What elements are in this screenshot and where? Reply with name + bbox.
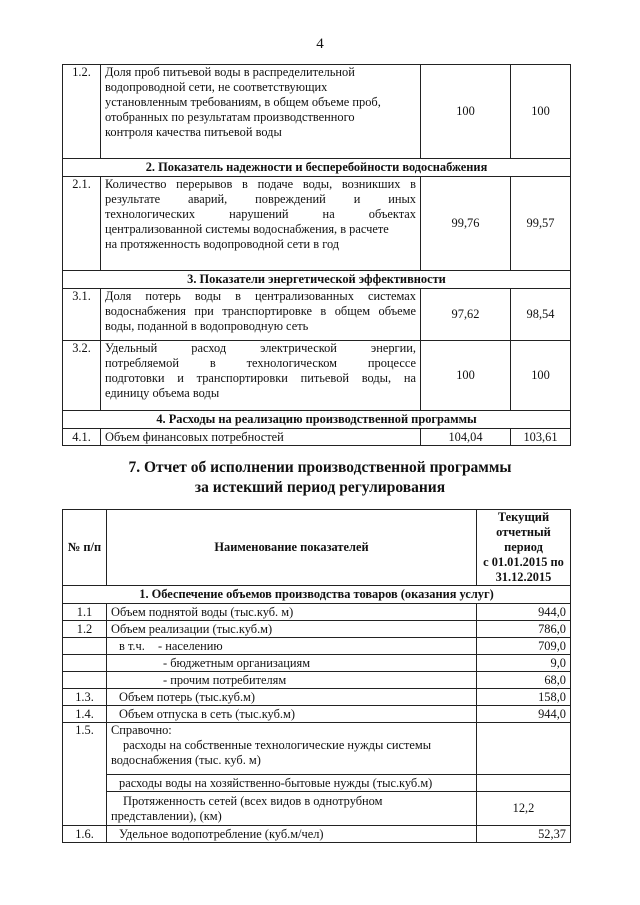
- table-row: [63, 289, 571, 341]
- table-row: [63, 723, 571, 775]
- text-line: подготовки и транспортировки питьевой воды, на: [105, 371, 416, 385]
- row-number: 1.1: [63, 604, 107, 621]
- row-number: [63, 638, 107, 655]
- text-line: установленным требованиям, в общем объеме проб,: [105, 95, 381, 109]
- text-line: Удельный расход электрической энергии,: [105, 341, 416, 355]
- indicator-name: Объем отпуска в сеть (тыс.куб.м): [107, 706, 477, 723]
- value-cell: 68,0: [477, 672, 571, 689]
- row-number: 1.6.: [63, 826, 107, 843]
- text-line: водопроводной сети, не соответствующих: [105, 80, 328, 94]
- section-heading: [0, 458, 640, 498]
- text-line: представлении), (км): [111, 808, 222, 823]
- text-line: технологических нарушений на объектах: [105, 207, 416, 221]
- section-title: 2. Показатель надежности и бесперебойности водоснабжения: [63, 159, 571, 177]
- table-row: [63, 706, 571, 723]
- section-title: 3. Показатели энергетической эффективности: [63, 271, 571, 289]
- value-cell: 104,04: [421, 429, 511, 446]
- value-cell: 52,37: [477, 826, 571, 843]
- value-cell: 98,54: [511, 289, 571, 341]
- text-line: Количество перерывов в подаче воды, возникших в: [105, 177, 416, 191]
- value-cell: 786,0: [477, 621, 571, 638]
- row-number: 3.2.: [63, 341, 101, 411]
- indicator-name: Объем реализации (тыс.куб.м): [107, 621, 477, 638]
- indicator-name: Объем поднятой воды (тыс.куб. м): [107, 604, 477, 621]
- row-number: [63, 672, 107, 689]
- table-row: [63, 792, 571, 826]
- row-number: 1.4.: [63, 706, 107, 723]
- table-row: [63, 177, 571, 271]
- indicator-name: - прочим потребителям: [107, 672, 477, 689]
- indicator-name: - бюджетным организациям: [107, 655, 477, 672]
- text-line: Справочно:: [111, 723, 172, 737]
- table-row: [63, 638, 571, 655]
- header-row: [63, 510, 571, 586]
- indicators-table: [62, 64, 571, 446]
- value-cell: 709,0: [477, 638, 571, 655]
- table-row: [63, 672, 571, 689]
- page-number: 4: [316, 36, 324, 52]
- text-line: отчетный период: [496, 525, 551, 554]
- indicator-name: [101, 177, 421, 271]
- value-cell: [477, 723, 571, 775]
- text-line: единицу объема воды: [105, 386, 220, 400]
- table-row: [63, 775, 571, 792]
- indicator-name: [107, 792, 477, 826]
- text-line: централизованной системы водоснабжения, в расчете: [105, 222, 389, 236]
- header-name: Наименование показателей: [107, 510, 477, 586]
- section-title: 4. Расходы на реализацию производственной программы: [63, 411, 571, 429]
- row-number: 1.2.: [63, 65, 101, 159]
- row-number: 2.1.: [63, 177, 101, 271]
- row-number: [63, 655, 107, 672]
- table-row: [63, 621, 571, 638]
- indicator-name: [107, 723, 477, 775]
- prefix-text: в т.ч.: [119, 638, 145, 653]
- value-cell: 99,57: [511, 177, 571, 271]
- table-row: [63, 826, 571, 843]
- table-row: [63, 689, 571, 706]
- value-cell: 944,0: [477, 604, 571, 621]
- text-line: результате аварий, повреждений и иных: [105, 192, 416, 206]
- indicator-name: [101, 289, 421, 341]
- row-number: 3.1.: [63, 289, 101, 341]
- value-cell: 100: [511, 341, 571, 411]
- table-row: [63, 604, 571, 621]
- text-line: 31.12.2015: [495, 570, 552, 584]
- row-number: 1.3.: [63, 689, 107, 706]
- value-cell: [477, 775, 571, 792]
- text-line: Доля проб питьевой воды в распределительной: [105, 65, 355, 79]
- row-number: 1.5.: [63, 723, 107, 826]
- text-line: воды, поданной в водопроводную сеть: [105, 319, 309, 333]
- subitem-text: - населению: [157, 638, 223, 653]
- table-row: [63, 655, 571, 672]
- text-line: Доля потерь воды в централизованных системах: [105, 289, 416, 303]
- report-table: [62, 509, 571, 843]
- text-line: водоснабжения при транспортировке в общем объеме: [105, 304, 416, 318]
- value-cell: 944,0: [477, 706, 571, 723]
- value-cell: 12,2: [477, 792, 571, 826]
- text-line: потребляемой в технологическом процессе: [105, 356, 416, 370]
- text-line: контроля качества питьевой воды: [105, 125, 282, 139]
- text-line: отобранных по результатам производственного: [105, 110, 355, 124]
- section-row: [63, 271, 571, 289]
- text-line: Текущий: [497, 510, 550, 524]
- indicator-name: [101, 341, 421, 411]
- section-row: [63, 159, 571, 177]
- indicator-name: [101, 65, 421, 159]
- section-title: 1. Обеспечение объемов производства товаров (оказания услуг): [63, 586, 571, 604]
- table-row: [63, 65, 571, 159]
- indicator-name: Объем финансовых потребностей: [101, 429, 421, 446]
- value-cell: 158,0: [477, 689, 571, 706]
- text-line: с 01.01.2015 по: [483, 555, 564, 569]
- value-cell: 99,76: [421, 177, 511, 271]
- table-row: [63, 429, 571, 446]
- section-row: [63, 586, 571, 604]
- value-cell: 100: [421, 341, 511, 411]
- text-line: водоснабжения (тыс. куб. м): [111, 753, 261, 767]
- value-cell: 100: [421, 65, 511, 159]
- value-cell: 97,62: [421, 289, 511, 341]
- value-cell: 9,0: [477, 655, 571, 672]
- header-period: [477, 510, 571, 586]
- table-row: [63, 341, 571, 411]
- heading-line: 7. Отчет об исполнении производственной программы: [128, 459, 512, 476]
- value-cell: 100: [511, 65, 571, 159]
- text-line: на протяженность водопроводной сети в год: [105, 237, 340, 251]
- row-number: 4.1.: [63, 429, 101, 446]
- section-row: [63, 411, 571, 429]
- header-number: № п/п: [63, 510, 107, 586]
- row-number: 1.2: [63, 621, 107, 638]
- text-line: Протяженность сетей (всех видов в однотрубном: [123, 793, 383, 808]
- heading-line: за истекший период регулирования: [194, 479, 446, 496]
- indicator-name: Объем потерь (тыс.куб.м): [107, 689, 477, 706]
- value-cell: 103,61: [511, 429, 571, 446]
- indicator-name: Удельное водопотребление (куб.м/чел): [107, 826, 477, 843]
- text-line: расходы на собственные технологические нужды системы: [123, 738, 432, 752]
- indicator-name: [107, 638, 477, 655]
- indicator-name: расходы воды на хозяйственно-бытовые нужды (тыс.куб.м): [107, 775, 477, 792]
